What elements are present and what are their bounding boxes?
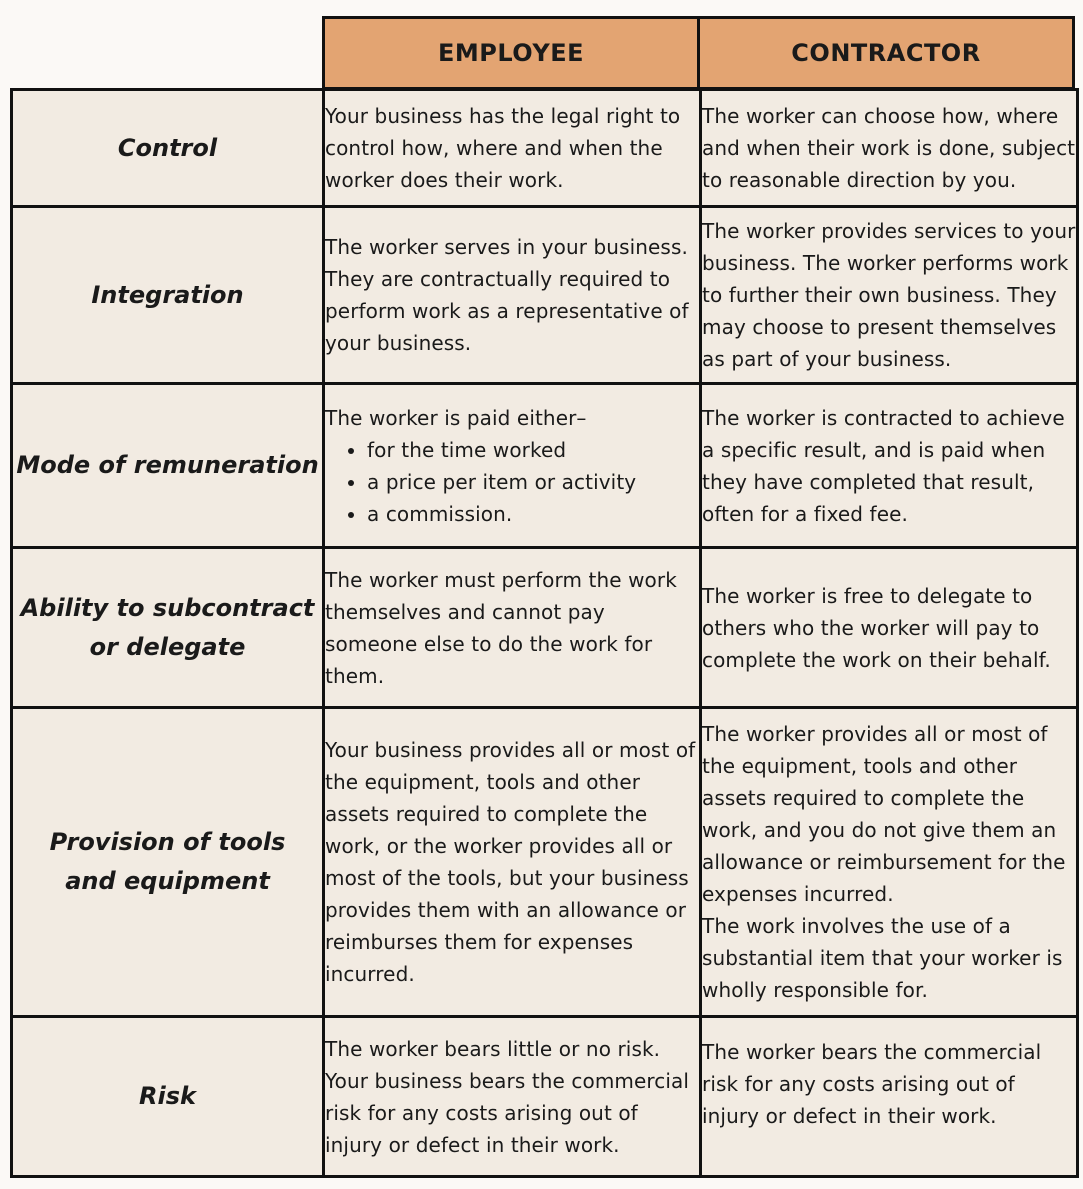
table-row-risk: [12, 1017, 1078, 1177]
list-item: • a commission.: [367, 498, 699, 530]
row-label-tools: [12, 708, 324, 1017]
contractor-cell-integration: [701, 207, 1078, 384]
row-label-integration: Integration: [12, 207, 324, 384]
contractor-cell-subcontract: [701, 548, 1078, 708]
table-row-remuneration: [12, 384, 1078, 548]
employee-cell-tools: [324, 708, 701, 1017]
contractor-header: CONTRACTOR: [697, 19, 1072, 87]
row-label-line: and equipment: [65, 867, 270, 895]
row-label-control: Control: [12, 90, 324, 207]
row-label-line: Provision of tools: [49, 828, 286, 856]
employee-cell-risk: [324, 1017, 701, 1177]
contractor-cell-risk: [701, 1017, 1078, 1177]
list-item: • for the time worked: [367, 434, 699, 466]
cell-text: The worker provides all or most of the equipment, tools and other assets required to complete the work, and you do not give them an allowance or reimbursement for the expenses incurred.: [702, 722, 1066, 906]
employee-cell-remuneration: [324, 384, 701, 548]
employee-header: EMPLOYEE: [437, 39, 585, 67]
row-label-remuneration: Mode of remuneration: [12, 384, 324, 548]
employee-cell-control: [324, 90, 701, 207]
table-row-subcontract: [12, 548, 1078, 708]
contractor-cell-tools: [701, 708, 1078, 1017]
employee-cell-subcontract: [324, 548, 701, 708]
cell-text: Your business has the legal right to control how, where and when the worker does their work.: [325, 104, 681, 192]
table-row-control: [12, 90, 1078, 207]
table-header: [322, 16, 1075, 90]
table-row-tools: [12, 708, 1078, 1017]
cell-text: The worker serves in your business. They are contractually required to perform work as a representative of your business.: [325, 235, 689, 355]
contractor-cell-control: [701, 90, 1078, 207]
table-row-integration: [12, 207, 1078, 384]
cell-text: The worker must perform the work themselves and cannot pay someone else to do the work for them.: [325, 567, 677, 688]
cell-text: The worker is paid either–: [325, 405, 587, 430]
cell-text: Your business provides all or most of the equipment, tools and other assets required to complete the work, or the worker provides all or most of the tools, but your business provides them with an allowance or reimburses them for expenses incurred.: [325, 738, 696, 986]
cell-text: The worker bears the commercial risk for any costs arising out of injury or defect in their work.: [702, 1040, 1042, 1128]
cell-text: The worker can choose how, where and when their work is done, subject to reasonable direction by you.: [702, 104, 1076, 192]
row-label-risk: Risk: [12, 1017, 324, 1177]
cell-text: The worker is free to delegate to others who the worker will pay to complete the work on their behalf.: [702, 583, 1051, 672]
cell-text: The worker is contracted to achieve a specific result, and is paid when they have completed that result, often for a fixed fee.: [702, 405, 1065, 526]
row-label-subcontract: [12, 548, 324, 708]
row-label-line: or delegate: [89, 632, 246, 661]
cell-text: The worker bears little or no risk. Your business bears the commercial risk for any costs arising out of injury or defect in their work.: [325, 1036, 690, 1157]
cell-text: The worker provides services to your business. The worker performs work to further their own business. They may choose to present themselves as part of your business.: [702, 219, 1076, 371]
comparison-table: [10, 88, 1079, 1178]
contractor-cell-remuneration: [701, 384, 1078, 548]
list-item: • a price per item or activity: [367, 466, 699, 498]
employee-cell-integration: [324, 207, 701, 384]
row-label-line: Ability to subcontract: [20, 593, 315, 622]
payment-list: [325, 434, 699, 530]
cell-text: The work involves the use of a substantial item that your worker is wholly responsible for.: [702, 914, 1063, 1002]
